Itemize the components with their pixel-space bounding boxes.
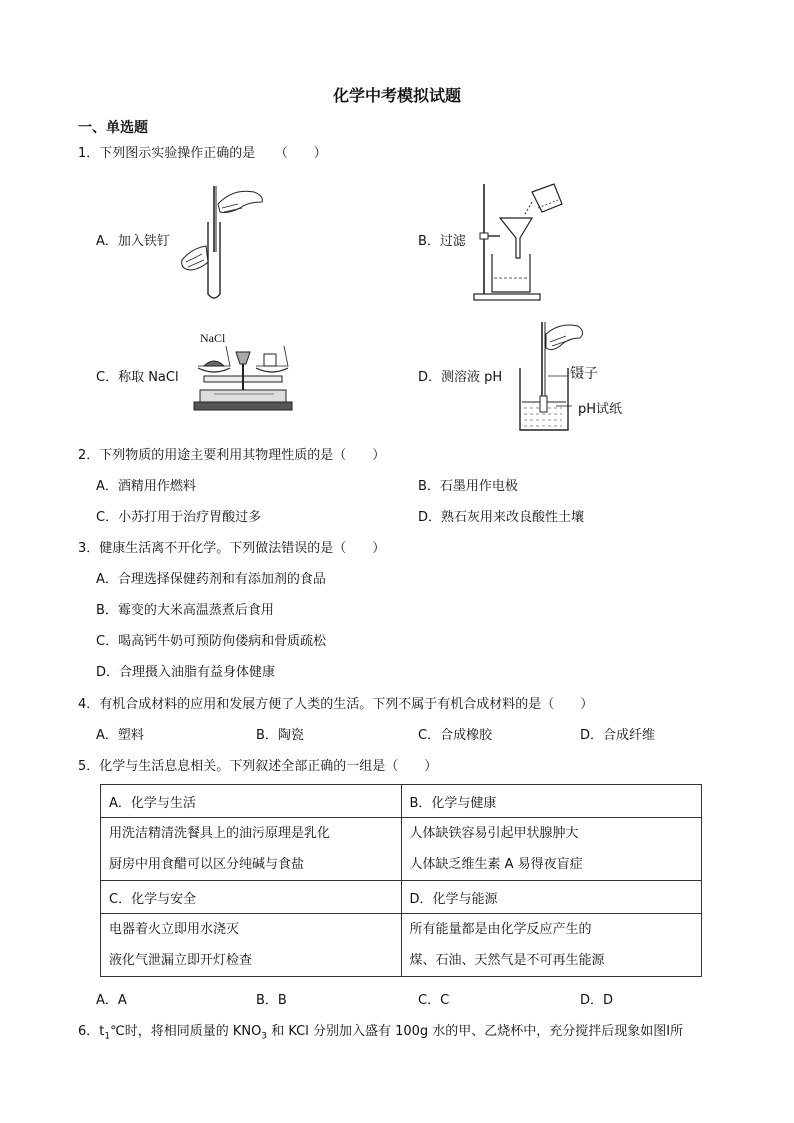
q2-option-c: C．小苏打用于治疗胃酸过多 <box>96 510 262 525</box>
table-cell-c-body <box>101 914 402 977</box>
question-4-stem: 4．有机合成材料的应用和发展方便了人类的生活。下列不属于有机合成材料的是（ ） <box>78 697 594 712</box>
table-cell-a-body <box>101 818 402 881</box>
balance-weighing-illustration <box>184 346 302 412</box>
q5-option-a: A．A <box>96 993 127 1008</box>
q3-option-c: C．喝高钙牛奶可预防佝偻病和骨质疏松 <box>96 634 327 649</box>
q2-option-d: D．熟石灰用来改良酸性土壤 <box>418 510 585 525</box>
table-cell-d-line2: 煤、石油、天然气是不可再生能源 <box>409 953 605 968</box>
q5-option-b: B．B <box>256 993 287 1008</box>
q4-option-a: A．塑料 <box>96 728 144 743</box>
q6-temp-subscript: 1 <box>104 1031 111 1042</box>
table-cell-c-line1: 电器着火立即用水浇灭 <box>109 922 240 937</box>
table-cell-b-head: B．化学与健康 <box>401 785 702 818</box>
q6-kno3-subscript: 3 <box>261 1031 268 1042</box>
table-cell-c-head: C．化学与安全 <box>101 881 402 914</box>
question-5-stem: 5．化学与生活息息相关。下列叙述全部正确的一组是（ ） <box>78 759 438 774</box>
question-3-stem: 3．健康生活离不开化学。下列做法错误的是（ ） <box>78 541 386 556</box>
table-cell-d-line1: 所有能量都是由化学反应产生的 <box>409 922 592 937</box>
table-cell-b-line2: 人体缺乏维生素 A 易得夜盲症 <box>409 857 583 872</box>
q1-option-d: D．测溶液 pH <box>418 370 503 385</box>
q4-option-d: D．合成纤维 <box>580 728 656 743</box>
q5-option-d: D．D <box>580 993 614 1008</box>
table-cell-d-head: D．化学与能源 <box>401 881 702 914</box>
q6-text-part1: ℃时，将相同质量的 KNO <box>110 1024 262 1039</box>
ph-paper-label: pH试纸 <box>578 402 623 417</box>
q6-number: 6． <box>78 1024 100 1039</box>
q6-temp-symbol: t <box>99 1024 105 1039</box>
q3-option-b: B．霉变的大米高温蒸煮后食用 <box>96 603 274 618</box>
question-6-stem <box>78 1024 683 1045</box>
q6-text-part2: 和 KCl 分别加入盛有 100g 水的甲、乙烧杯中，充分搅拌后现象如图Ⅰ所 <box>267 1024 684 1039</box>
q5-option-c: C．C <box>418 993 450 1008</box>
q4-option-b: B．陶瓷 <box>256 728 304 743</box>
q2-option-a: A．酒精用作燃料 <box>96 479 196 494</box>
q5-options-table <box>100 784 702 977</box>
question-2-stem: 2．下列物质的用途主要利用其物理性质的是（ ） <box>78 448 386 463</box>
question-1-stem: 1．下列图示实验操作正确的是 （ ） <box>78 146 327 161</box>
add-iron-nail-illustration <box>178 182 268 304</box>
table-cell-c-line2: 液化气泄漏立即开灯检查 <box>109 953 253 968</box>
filtration-illustration <box>470 180 570 304</box>
q1-option-c: C．称取 NaCl <box>96 370 179 385</box>
page-title: 化学中考模拟试题 <box>332 86 461 105</box>
table-cell-d-body <box>401 914 702 977</box>
q2-option-b: B．石墨用作电极 <box>418 479 518 494</box>
q3-option-a: A．合理选择保健药剂和有添加剂的食品 <box>96 572 326 587</box>
tweezers-label: 镊子 <box>570 366 598 382</box>
q4-option-c: C．合成橡胶 <box>418 728 493 743</box>
table-cell-b-line1: 人体缺铁容易引起甲状腺肿大 <box>409 826 579 841</box>
q1-option-a: A．加入铁钉 <box>96 234 170 249</box>
section-heading: 一、单选题 <box>78 120 148 136</box>
table-cell-b-body <box>401 818 702 881</box>
table-cell-a-line1: 用洗洁精清洗餐具上的油污原理是乳化 <box>109 826 331 841</box>
nacl-label: NaCl <box>200 331 226 345</box>
table-cell-a-head: A．化学与生活 <box>101 785 402 818</box>
q1-option-b: B．过滤 <box>418 234 466 249</box>
q3-option-d: D．合理摄入油脂有益身体健康 <box>96 665 276 680</box>
table-cell-a-line2: 厨房中用食醋可以区分纯碱与食盐 <box>109 857 305 872</box>
